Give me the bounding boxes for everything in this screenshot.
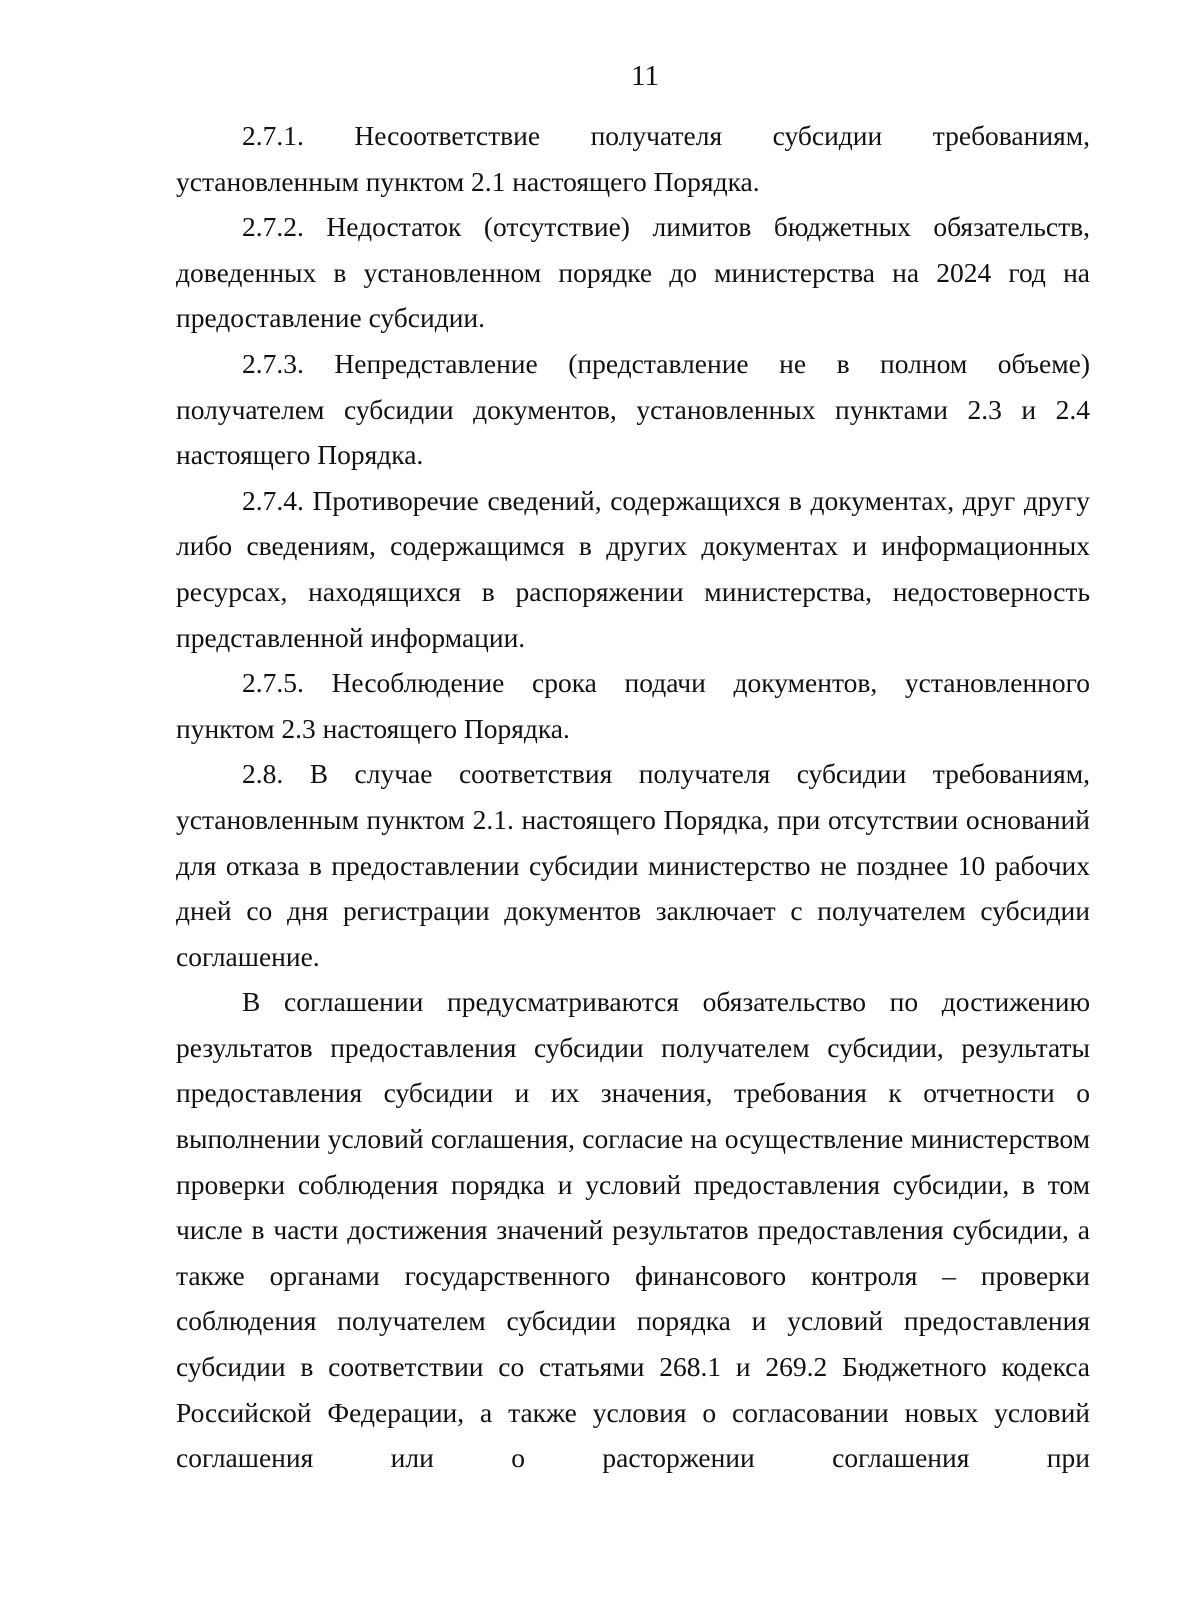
paragraph-2-7-4: 2.7.4. Противоречие сведений, содержащихся в документах, друг другу либо сведениям, содержащимся в других документах и информационных ресурсах, находящихся в распоряжении министерства, недостоверность представленной информации.: [176, 484, 1090, 653]
document-body: [176, 113, 1090, 1481]
paragraph-2-8: 2.8. В случае соответствия получателя субсидии требованиям, установленным пунктом 2.1. настоящего Порядка, при отсутствии оснований для отказа в предоставлении субсидии министерство не позднее 10 рабочих дней со дня регистрации документов заключает с получателем субсидии соглашение.: [176, 758, 1090, 972]
paragraph-2-7-3: 2.7.3. Непредставление (представление не в полном объеме) получателем субсидии документов, установленных пунктами 2.3 и 2.4 настоящего Порядка.: [176, 347, 1090, 471]
paragraph-2-7-2: 2.7.2. Недостаток (отсутствие) лимитов бюджетных обязательств, доведенных в установленном порядке до министерства на 2024 год на предоставление субсидии.: [176, 211, 1090, 334]
paragraph-2-7-5: 2.7.5. Несоблюдение срока подачи документов, установленного пунктом 2.3 настоящего Порядка.: [176, 667, 1090, 744]
page-number: 11: [631, 60, 659, 92]
paragraph-agreement-terms: В соглашении предусматриваются обязательство по достижению результатов предоставления субсидии получателем субсидии, результаты предоставления субсидии и их значения, требования к отчетности о выполнении условий соглашения, согласие на осуществление министерством проверки соблюдения порядка и условий предоставления субсидии, в том числе в части достижения значений результатов предоставления субсидии, а также органами государственного финансового контроля – проверки соблюдения получателем субсидии порядка и условий предоставления субсидии в соответствии со статьями 268.1 и 269.2 Бюджетного кодекса Российской Федерации, а также условия о согласовании новых условий соглашения или о расторжении соглашения при: [176, 986, 1090, 1474]
paragraph-2-7-1: 2.7.1. Несоответствие получателя субсидии требованиям, установленным пунктом 2.1 настоящего Порядка.: [176, 120, 1090, 197]
